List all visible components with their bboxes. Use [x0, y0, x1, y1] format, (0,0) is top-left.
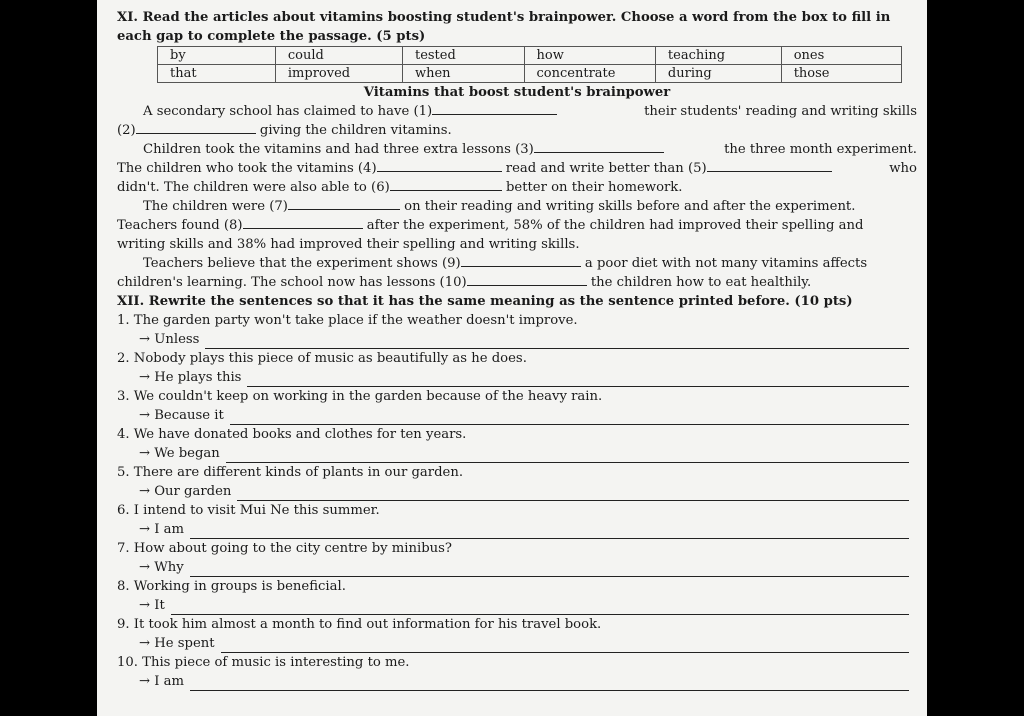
word-box-cell: tested [402, 47, 524, 65]
rewrite-answer [139, 520, 917, 539]
section-11-heading: XI. Read the articles about vitamins boosting student's brainpower. Choose a word from the box to fill in each gap to complete the passage. (5 pts) [117, 10, 891, 44]
rewrite-question: 7. How about going to the city centre by minibus? [117, 541, 452, 556]
gap-5[interactable] [707, 159, 832, 172]
answer-line[interactable] [247, 374, 909, 387]
gap-9[interactable] [461, 254, 581, 267]
answer-prompt: → Unless [139, 332, 200, 347]
rewrite-answer [139, 368, 917, 387]
passage-text: The children were (7) [143, 199, 288, 214]
word-box-cell: concentrate [524, 65, 655, 83]
rewrite-question: 10. This piece of music is interesting to me. [117, 655, 410, 670]
answer-line[interactable] [171, 602, 909, 615]
passage-text: better on their homework. [505, 180, 683, 195]
answer-prompt: → Because it [139, 408, 224, 423]
answer-line[interactable] [237, 488, 909, 501]
word-box-cell: teaching [655, 47, 781, 65]
rewrite-answer [139, 558, 917, 577]
word-box-cell: that [158, 65, 276, 83]
passage-text: writing skills and 38% had improved their spelling and writing skills. [117, 237, 580, 252]
rewrite-answer [139, 444, 917, 463]
gap-7[interactable] [288, 197, 400, 210]
gap-2[interactable] [136, 121, 256, 134]
worksheet-page [97, 0, 927, 716]
word-box-cell: improved [275, 65, 402, 83]
passage-text: read and write better than (5) [505, 161, 707, 176]
word-box [157, 46, 902, 83]
rewrite-answer [139, 406, 917, 425]
word-box-cell: could [275, 47, 402, 65]
rewrite-question: 8. Working in groups is beneficial. [117, 579, 346, 594]
rewrite-question: 5. There are different kinds of plants in our garden. [117, 465, 464, 480]
passage-title: Vitamins that boost student's brainpower [363, 85, 671, 100]
answer-line[interactable] [226, 450, 909, 463]
passage-text: the three month experiment. [724, 142, 917, 157]
word-box-cell: those [781, 65, 901, 83]
answer-prompt: → Why [139, 560, 184, 575]
passage-text: Teachers believe that the experiment shows (9) [143, 256, 461, 271]
answer-line[interactable] [230, 412, 909, 425]
passage-text: on their reading and writing skills before and after the experiment. [404, 199, 856, 214]
answer-line[interactable] [190, 526, 909, 539]
word-box-row [158, 65, 902, 83]
rewrite-answer [139, 596, 917, 615]
word-box-cell: by [158, 47, 276, 65]
passage-text: Teachers found (8) [117, 218, 243, 233]
passage-text: a poor diet with not many vitamins affects [584, 256, 868, 271]
passage-text: (2) [117, 123, 136, 138]
passage-text: giving the children vitamins. [259, 123, 452, 138]
passage-text: their students' reading and writing skills [644, 104, 917, 119]
answer-prompt: → I am [139, 674, 185, 689]
passage-text: children's learning. The school now has lessons (10) [117, 275, 467, 290]
rewrite-question: 3. We couldn't keep on working in the garden because of the heavy rain. [117, 389, 603, 404]
answer-prompt: → Our garden [139, 484, 232, 499]
rewrite-answer [139, 482, 917, 501]
answer-line[interactable] [221, 640, 909, 653]
answer-line[interactable] [190, 564, 909, 577]
answer-prompt: → We began [139, 446, 220, 461]
word-box-cell: during [655, 65, 781, 83]
word-box-cell: when [402, 65, 524, 83]
passage-text: A secondary school has claimed to have (1) [143, 104, 433, 119]
answer-prompt: → He spent [139, 636, 215, 651]
passage-text: the children how to eat healthily. [590, 275, 812, 290]
answer-prompt: → I am [139, 522, 185, 537]
word-box-cell: how [524, 47, 655, 65]
rewrite-answer [139, 330, 917, 349]
gap-4[interactable] [377, 159, 502, 172]
rewrite-question: 6. I intend to visit Mui Ne this summer. [117, 503, 380, 518]
passage-text: Children took the vitamins and had three extra lessons (3) [143, 142, 534, 157]
word-box-row [158, 47, 902, 65]
passage [117, 102, 917, 292]
answer-line[interactable] [205, 336, 909, 349]
section-12-heading: XII. Rewrite the sentences so that it has the same meaning as the sentence printed before. (10 pts) [117, 294, 853, 309]
answer-prompt: → He plays this [139, 370, 242, 385]
gap-6[interactable] [390, 178, 502, 191]
rewrite-question: 9. It took him almost a month to find out information for his travel book. [117, 617, 602, 632]
gap-10[interactable] [467, 273, 587, 286]
passage-text: didn't. The children were also able to (6) [117, 180, 390, 195]
rewrite-answer [139, 672, 917, 691]
rewrite-question: 2. Nobody plays this piece of music as beautifully as he does. [117, 351, 527, 366]
worksheet-content [117, 8, 917, 691]
gap-3[interactable] [534, 140, 664, 153]
rewrite-question: 4. We have donated books and clothes for ten years. [117, 427, 467, 442]
answer-prompt: → It [139, 598, 165, 613]
answer-line[interactable] [190, 678, 909, 691]
passage-text: after the experiment, 58% of the children had improved their spelling and [366, 218, 864, 233]
gap-8[interactable] [243, 216, 363, 229]
rewrite-answer [139, 634, 917, 653]
rewrite-question: 1. The garden party won't take place if the weather doesn't improve. [117, 313, 578, 328]
word-box-cell: ones [781, 47, 901, 65]
passage-text: who [889, 161, 917, 176]
gap-1[interactable] [432, 102, 557, 115]
passage-text: The children who took the vitamins (4) [117, 161, 377, 176]
rewrite-list [117, 311, 917, 691]
